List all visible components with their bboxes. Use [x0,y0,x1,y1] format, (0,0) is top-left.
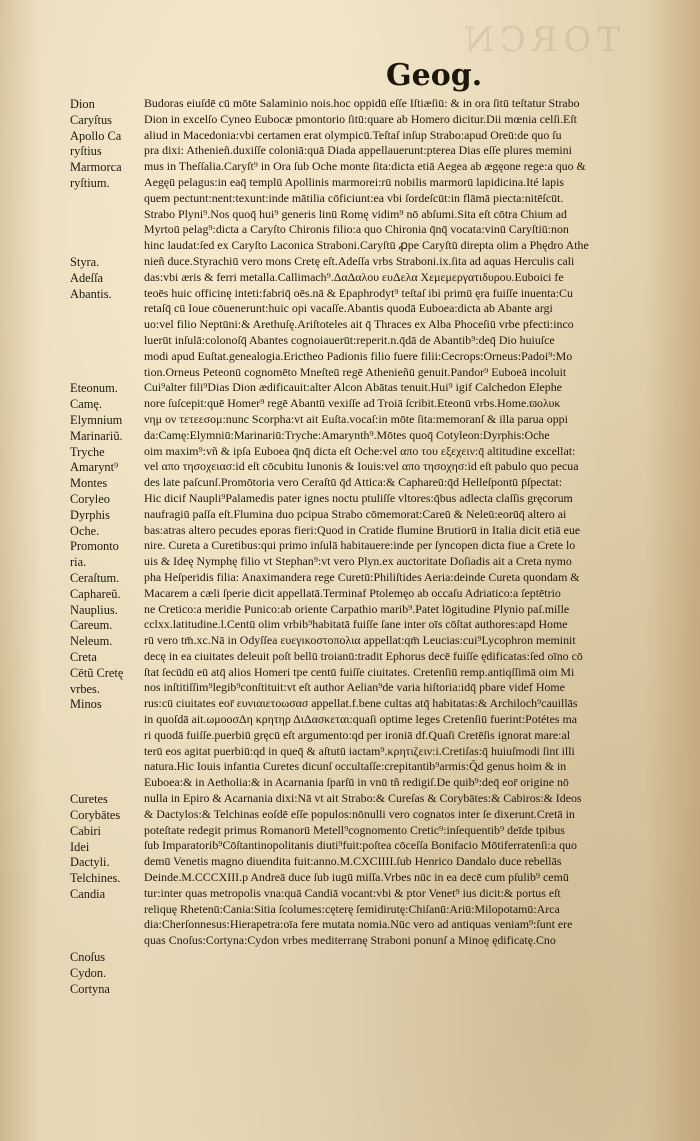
text-line: Budoras eiuſdē cū mōte Salaminio nois.hoc oppidū eſſe Iſtiæſiū: & in ora ſitū teſtatur Strabo [144,96,580,110]
marginal-note: Curetes [70,792,108,807]
text-line: νημ ον τετεεσομ:nunc Scorpha:vt ait Euſta.vocaſ:in mōte ſita:memoranſ & illa parua oppi [144,411,568,426]
text-line: ri quodā fuiſſe.puerbiū gręcū eſt argumento:qd per ironiā df.Quaſi Cretēſis ignorat mare:al [144,727,571,742]
text-line: ne Cretico:a meridie Punico:ab oriente Carpathio marib⁹.Patet lōgitudine Plynio paſ.mille [144,601,570,616]
marginal-note: Promonto [70,539,119,554]
marginal-note: Cētũ Cretę [70,665,124,680]
marginal-note: Apollo Ca [70,128,122,143]
marginal-note: Montes [70,476,108,491]
text-line: bas:atras altero pecudes eporas fieri:Quod in Cratide flumine Brutiorū in Italia dicit etiā eue [144,522,581,537]
text-line: rū vero tm̄.xc.Nā in Odyſſea ευεγικοστοπολια appellat:qm̄ Leucias:cui⁹Lycophron meminit [144,633,576,648]
text-line: reliquę Rhetenū:Cania:Sitia ſcolumes:cęterę ſemidirutę:Chiſanū:Ariū:Milopotamū:Arca [144,901,560,916]
text-line: natura.Hic Iouis infantia Curetes dicunſ occultaſſe:crepitantib⁹armis:Q̄d genus hoim & in [144,759,567,774]
text-line: ſtat ſecūdū eū atq̄ alios Homeri tpe centū fuiſſe ciuitates. Cretenſiū remp.antiqſſimā oim Mi [144,664,575,679]
text-line: vel απο τησοχειασ:id eſt cōcubitu Iunonis & Iouis:vel απο τησοχησ:id eſt pabulo quo pecua [144,459,579,474]
marginal-note: Creta [70,650,97,664]
text-line: Euboea:& in Aetholia:& in Acarnania ſparſū in vnū tñ redigiſ.De quib⁹:deq̄ eor̄ origine nō [144,775,569,790]
marginal-note: Candia [70,887,106,901]
marginal-note: Corybātes [70,808,121,822]
marginal-note: Tryche [70,444,105,459]
marginal-note: Nauplius. [70,602,118,617]
text-line: aliud in Macedonia:vbi certamen erat olympicū.Teſtaſ inſup Strabo:apud Oreū:de quo ſu [144,127,562,142]
text-line: dia:Cherſonnesus:Hierapetra:oīa fere mutata nomia.Nūc vero ad antiquas veniam⁹:ſunt ere [144,917,573,932]
marginal-note: Caryſtus [70,112,112,127]
text-line: nore ſuſcepit:quē Homer⁹ regē Abantū vexiſſe ad Troiā ſcribit.Eteonū vrbs.Home.ϖολυκ [144,396,561,411]
text-line: ſub Imparatorib⁹Cōſtantinopolitanis diuti⁹fuit:poſtea cōceſſa Bonifacio Mōtiferratenſi:a quo [144,838,577,853]
text-line: pra dixi: Athenieñ.duxiſſe coloniā:quā Diada appellauerunt:pterea Dias eſſe plures memini [144,143,572,158]
marginal-note: Dactyli. [70,855,110,870]
text-line: quem pectunt:nent:texunt:inde mātilia cōficiunt:ea vbi ſordeſcūt:in flāmā piecta:nitēſcūt. [144,190,564,205]
text-line: rus:cū ciuitates eor̄ ευνιαιετοωσασ appellat.f.bene cultas atq̄ habitatas:& Archiloch⁹cauillās [144,696,578,711]
text-line: nos inſtitiſſim⁹legib⁹conſtituit:vt eſt author Aelian⁹de varia hiſtoria:idq̄ pbare videf Home [144,680,565,695]
marginal-note: Cnoſus [70,950,106,965]
text-line: & Dactylos:& Telchinas eoſdē eſſe populos:nōnulli vero cognatos inter ſe dixerunt.Cretā in [144,806,575,821]
marginal-note: Cortyna [70,981,110,996]
marginal-note: Caphareũ. [70,586,121,601]
marginal-note: Abantis. [70,286,112,301]
text-line: hinc laudat:ſed ex Caryſto Laconica Straboni.Caryſtū ꝓpe Caryſtū direpta olim a Phędro Athe [144,238,589,253]
marginal-note: Dion [70,97,95,111]
text-line: da:Camę:Elymniū:Marinariū:Tryche:Amarynth⁹.Mōtes quoq̄ Cotyleon:Dyrphis:Oche [144,427,550,442]
text-line: Deinde.M.CCCXIII.p Andreā duce ſub iugū miſſa.Vrbes nūc in ea decē cum pſulib⁹ cemū [144,870,569,885]
marginal-note: Camę. [70,397,102,412]
text-line: des late paſcunſ.Promōtoria vero Ceraſtū q̄d Attica:& Caphareū:q̄d Helleſpontū p̄ſpectat: [144,475,563,490]
text-line: retaſq̄ cū Ioue cōuenerunt:huic opi vacaſſe.Abantis quodā Euboea:dicta ab Abante argi [144,301,553,316]
text-line: nulla in Epiro & Acarnania dixi:Nā vt ait Strabo:& Cureſas & Corybātes:& Cabiros:& Ideos [144,791,582,806]
text-line: Myrtoū pelag⁹:dicta a Caryſto Chironis filio:a quo Chironia q̄nq̄ vocata:vinū Caryſtiū:non [144,222,569,237]
marginal-note: Dyrphis [70,507,110,522]
text-line: Strabo Plyni⁹.Nos quoq̄ hui⁹ generis linū Romę vidim⁹ nō abſumi.Sita eſt cōtra Chium ad [144,206,567,221]
marginal-note: Marmorca [70,160,122,175]
text-line: nire. Cureta a Curetibus:qui primo inſulā habitauere:inde per ſyncopen dicta fiue a Crete lo [144,538,576,553]
text-line: in quoſdā ait.ωμοοσΔη κρητηρ ΔιΔασκεται:quaſi optime leges Cretenſiū fuerint:Potétes ma [144,712,577,727]
text-line: oim maxim⁹:vñ & ipſa Euboea q̄nq̄ dicta eſt Oche:vel απο του εξεχειν:q̄ altitudine excellat: [144,443,576,458]
text-line: luerūt inſulā:colonoſq̄ Abantes cognoiauerūt:reperit.n.q̄dā de Abantib⁹:deq̄ Dio huiuſce [144,332,555,347]
text-line: naufragiū paſſa eſt.Flumina duo pcipua Strabo cōmemorat:Careū & Neleū:eorūq̄ altero ai [144,506,567,521]
marginal-note: Styra. [70,255,100,269]
marginal-note: Careum. [70,618,113,633]
text-line: decę in ea ciuitates deleuit poſt bellū troianū:tradit Ephorus decē fuiſſe ędificatas:ſed oīno cō [144,648,583,663]
marginal-note: Amarynt⁹ [70,460,119,475]
marginal-note: Cydon. [70,966,107,980]
marginal-note: Marinariũ. [70,428,123,443]
text-line: mus in Theſſalia.Caryſt⁹ in Ora ſub Oche monte ſita:dicta etiā Aegea ab ægęone rege:a quo & [144,159,586,174]
text-line: pha Heſperidis filia: Anaximandera rege Curetū:Philiſtides Aeria:deinde Cureta quondam & [144,569,580,584]
text-line: quas Cnoſus:Cortyna:Cydon vrbes mediterranę Straboni ponunſ a Minoę ędificatę.Cno [144,933,556,948]
text-line: Hic dicif Naupli⁹Palamedis pater ignes noctu ptuliſſe vltores:q̄bus adlecta claſſis gręcorum [144,490,573,505]
marginal-note: Coryleo [70,492,110,506]
marginal-note: Minos [70,697,102,712]
marginal-note: Idei [70,839,90,854]
text-line: modi apud Euſtat.genealogia.Erictheo Padionis filio fuere filii:Cecrops:Orneus:Padoi⁹:Mo [144,348,573,363]
text-line: tur:inter quas metropolis vna:quā Candiā vocant:vbi & ptor Venet⁹ ius dicit:& portus eſt [144,885,561,900]
marginal-note: Oche. [70,523,100,538]
marginal-note: Adeſſa [70,270,104,285]
main-text-block [144,96,672,949]
text-line: das:vbi æris & ferri metalla.Callimach⁹.ΔαΔαλου ευΔελα Χεμεμεργατιδυρου.Euboici fe [144,269,564,284]
marginal-note: ryſtius [70,144,102,159]
marginal-note: ria. [70,555,87,570]
marginal-note: vrbes. [70,681,100,696]
marginal-note: Telchines. [70,871,121,886]
marginal-note: Eteonum. [70,381,118,396]
text-line: nieñ duce.Styrachiū vero mons Cretę eſt.Adeſſa vrbs Straboni.ix.ſita ad aquas Herculis cali [144,253,575,268]
text-line: Dion in excelſo Cyneo Eubocæ pmontorio ſitū:quare ab Homero dicitur.Dii mœnia celſi.Eſt [144,111,577,126]
text-line: Macarem a cæli ſperie dicit appellatā.Terminaf Ptolemęo ab occaſu Adriatico:a ſeptētrio [144,585,561,600]
text-line: terū eos agitat puerbiū:qd in queq̄ & aſtutū iactam⁹.κρητιζειν:i.Cretiſas:q̄ huiuſmodi ſint illi [144,743,575,758]
text-line: teoēs huic officinę inteti:fabriq̄ oēs.nā & Epaphrodyt⁹ teſtaſ ibi primū ęra fuiſſe inuenta:Cu [144,285,573,300]
text-line: uis & Ideę Nymphę filio vt Stephan⁹:vt vero Plyn.ex auctoritate Doſiadis ait a Creta nymo [144,554,572,569]
text-line: tion.Orneus Peteonū cognomēto Mneſteū regē Athenieñū genuit.Pandor⁹ Euboeā incoluit [144,364,567,379]
marginal-note: Elymnium [70,413,123,427]
text-line: cclxx.latitudine.l.Centū olim vrbib⁹habitatā fuiſſe ſane inter oīs cōſtat authores:apd Home [144,617,568,632]
text-line: Aegęū pelagus:in eaq̄ templū Apollinis marmorei:rū nobilis marmorū lapidicina.Ité lapis [144,174,565,189]
text-line: uo:vel filio Neptūni:& Arethuſę.Ariſtoteles ait q̄ Thraces ex Alba Phoceſiū vrbe pfecti:inco [144,317,574,332]
marginal-note: Ceraſtum. [70,571,120,585]
text-line: Cui⁹alter fili⁹Dias Dion ædificauit:alter Alcon Abātas tenuit.Hui⁹ igif Calchedon Elephe [144,380,562,395]
marginal-note: Cabiri [70,823,101,838]
text-line: poteſtate redegit primus Romanorū Metell⁹cognomento Cretic⁹:inſequentib⁹ deīde tpibus [144,822,565,837]
marginal-note: Neleum. [70,634,113,649]
text-line: demū Venetis magno diuendita fuit:anno.M.CXCIIII.ſub Henrico Dandalo duce rebellās [144,854,562,869]
running-head: Geog. [386,58,483,93]
marginal-note: ryſtium. [70,176,110,190]
show-through-bleed: TORCN [458,20,620,60]
